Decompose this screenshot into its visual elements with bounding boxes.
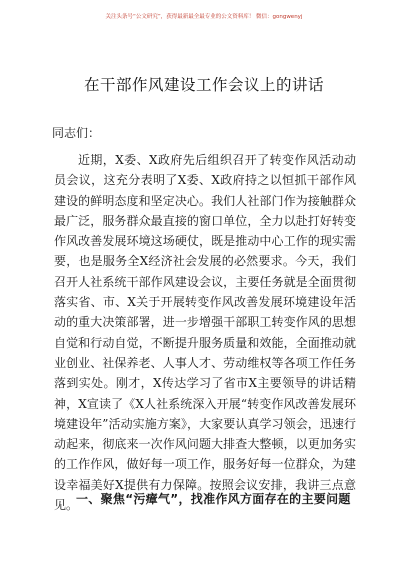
section-heading: 一、聚焦“污瘴气”，找准作风方面存在的主要问题 <box>76 492 351 506</box>
header-note: 关注头条号“公文研究”，获得最新最全最专业的公文资料库！ 微信：gongwenyj <box>105 14 303 20</box>
salutation: 同志们： <box>52 126 101 140</box>
page-title: 在干部作风建设工作会议上的讲话 <box>83 76 324 94</box>
body-paragraph: 近期，X委、X政府先后组织召开了转变作风活动动员会议，这充分表明了X委、X政府持之以恒抓干部作风建设的鲜明态度和坚定决心。我们人社部门作为接触群众最广泛，服务群众最直接的窗口单位，全力以赴打好转变作风改善发展环境这场硬仗，既是推动中心工作的现实需要，也是服务全X经济社会发展的必然要求。今天，我们召开人社系统干部作风建设会议，主要任务就是全面贯彻落实省、市、X关于开展转变作风改善发展环境建设年活动的重大决策部署，进一步增强干部职工转变作风的思想自觉和行动自觉，不断提升服务质量和效能，全面推动就业创业、社保养老、人事人才、劳动维权等各项工作任务落到实处。刚才，X传达学习了省市X主要领导的讲话精神，X宣读了《X人社系统深入开展“转变作风改善发展环境建设年”活动实施方案》，大家要认真学习领会，迅速行动起来，彻底来一次作风问题大排查大整顿，以更加务实的工作作风，做好每一项工作，服务好每一位群众，为建设幸福美好X提供有力保障。按照会议安排，我讲三点意见。 <box>54 153 356 513</box>
